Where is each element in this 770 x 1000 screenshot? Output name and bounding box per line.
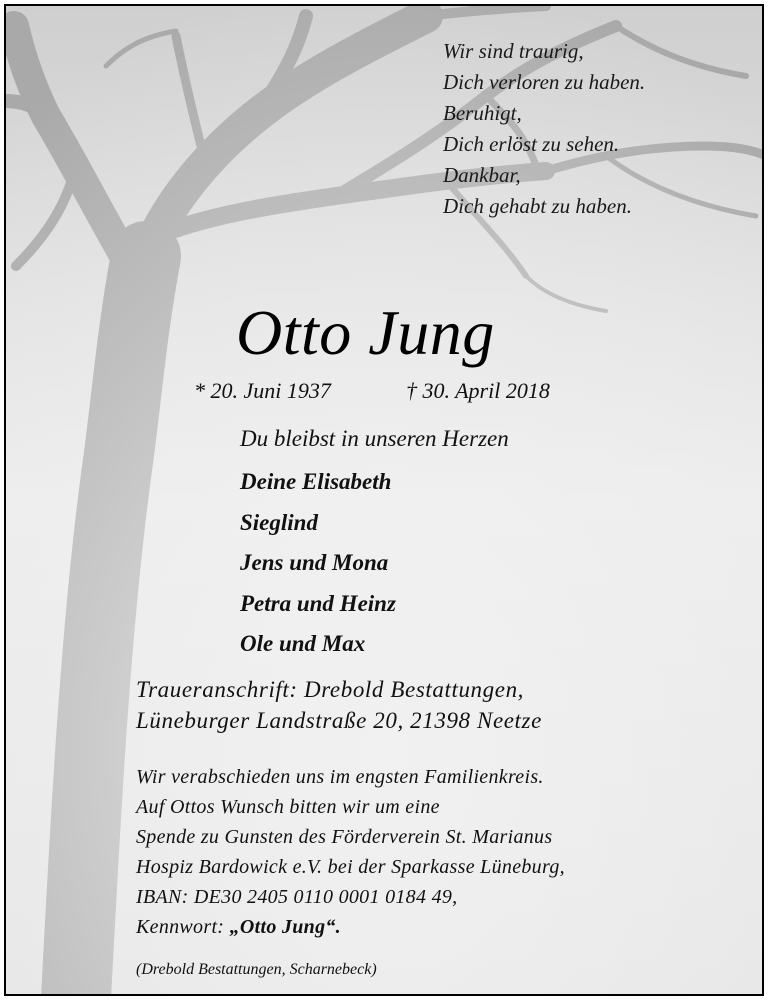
mourning-address — [136, 674, 542, 736]
poem-line: Dankbar, — [443, 163, 521, 187]
family-member: Petra und Heinz — [240, 590, 396, 616]
birth-date: * 20. Juni 1937 — [194, 378, 331, 403]
notice-line: IBAN: DE30 2405 0110 0001 0184 49, — [136, 886, 458, 908]
poem-line: Dich erlöst zu sehen. — [443, 132, 620, 156]
kennwort-line — [136, 912, 565, 942]
notice-line: Auf Ottos Wunsch bitten wir um eine — [136, 796, 440, 818]
family-member: Jens und Mona — [240, 550, 389, 575]
poem-line: Dich gehabt zu haben. — [443, 194, 632, 218]
family-member: Sieglind — [240, 509, 318, 535]
donation-notice — [136, 762, 565, 942]
family-member: Ole und Max — [240, 631, 366, 656]
kennwort-label: Kennwort: — [136, 916, 230, 938]
motto: Du bleibst in unseren Herzen — [240, 426, 509, 451]
address-line: Traueranschrift: Drebold Bestattungen, — [136, 677, 525, 702]
death-date: † 30. April 2018 — [406, 378, 550, 403]
poem-line: Dich verloren zu haben. — [443, 70, 646, 94]
family-member: Deine Elisabeth — [240, 469, 392, 494]
family-list — [240, 462, 396, 665]
kennwort-value: „Otto Jung“. — [229, 916, 341, 938]
deceased-name: Otto Jung — [236, 297, 495, 368]
poem-line: Wir sind traurig, — [443, 39, 584, 63]
address-line: Lüneburger Landstraße 20, 21398 Neetze — [136, 708, 542, 733]
notice-line: Hospiz Bardowick e.V. bei der Sparkasse Lüneburg, — [136, 856, 565, 878]
funeral-home-credit: (Drebold Bestattungen, Scharnebeck) — [136, 961, 377, 978]
poem-line: Beruhigt, — [443, 101, 522, 125]
poem — [443, 36, 645, 222]
notice-line: Spende zu Gunsten des Förderverein St. Marianus — [136, 826, 553, 848]
obituary-card — [4, 4, 764, 996]
notice-line: Wir verabschieden uns im engsten Familienkreis. — [136, 766, 544, 788]
